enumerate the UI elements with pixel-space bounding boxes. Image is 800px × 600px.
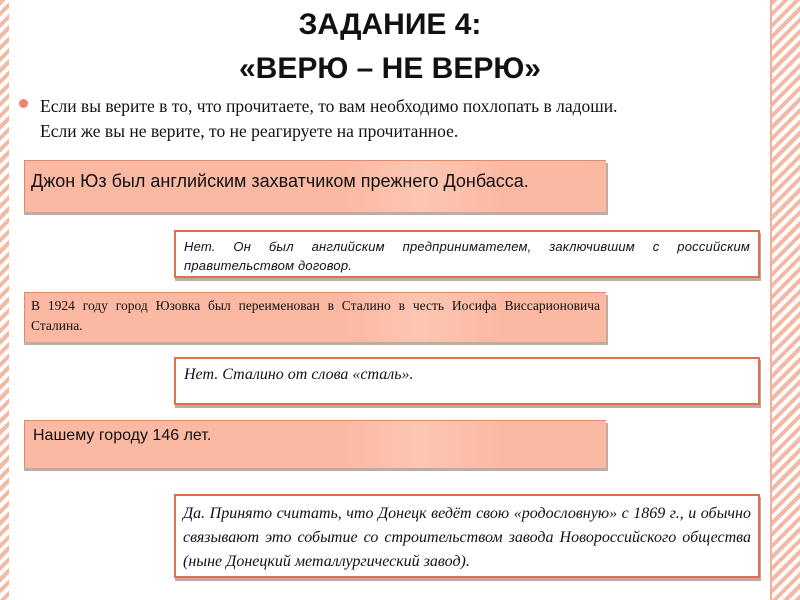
instruction-line-1: Если вы верите в то, что прочитаете, то вам необходимо похлопать в ладоши. <box>40 96 618 116</box>
right-decorative-stripes <box>772 0 800 600</box>
slide-title-line2: «ВЕРЮ – НЕ ВЕРЮ» <box>239 52 541 85</box>
answer-box-3: Да. Принято считать, что Донецк ведёт свою «родословную» с 1869 г., и обычно связывают это событие со строительством завода Новороссийского общества (ныне Донецкий металлургический завод). <box>174 494 760 578</box>
left-decorative-stripes <box>0 0 9 600</box>
slide-title-line1: ЗАДАНИЕ 4: <box>298 8 482 41</box>
answer-box-2: Нет. Сталино от слова «сталь». <box>174 357 760 405</box>
bullet-dot-icon <box>19 99 28 108</box>
statement-box-2: В 1924 году город Юзовка был переименован в Сталино в честь Иосифа Виссарионовича Сталина. <box>24 292 606 342</box>
statement-box-3: Нашему городу 146 лет. <box>24 420 606 468</box>
instruction-line-2: Если же вы не верите, то не реагируете на прочитанное. <box>40 121 459 141</box>
instructions <box>40 94 762 144</box>
statement-box-1: Джон Юз был английским захватчиком прежнего Донбасса. <box>24 160 606 212</box>
answer-box-1: Нет. Он был английским предпринимателем, заключившим с российским правительством договор. <box>174 230 760 278</box>
